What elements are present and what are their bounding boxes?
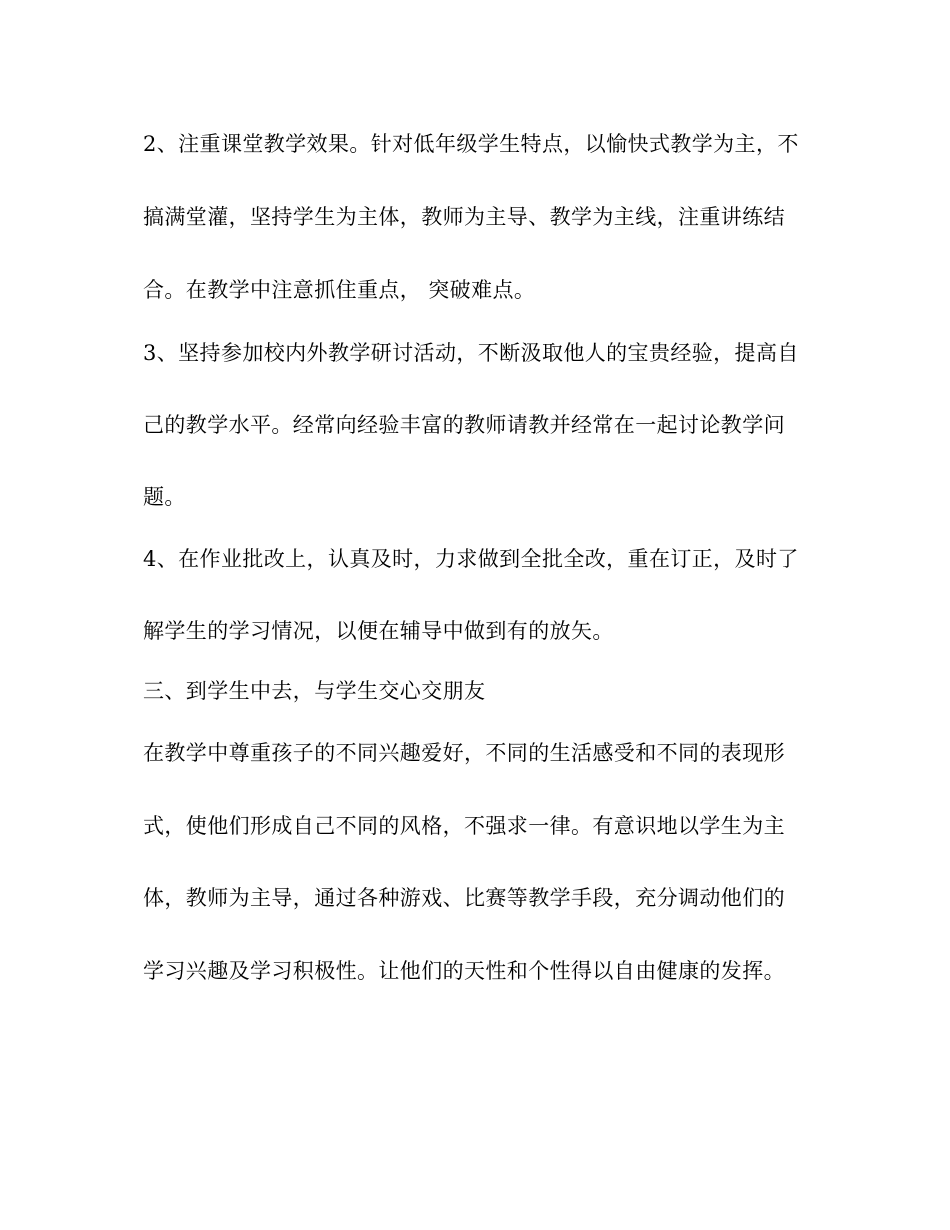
text-line: 己的教学水平。经常向经验丰富的教师请教并经常在一起讨论教学问 (143, 413, 785, 437)
text-line: 2、注重课堂教学效果。针对低年级学生特点，以愉快式教学为主，不 (143, 132, 799, 156)
text-line: 合。在教学中注意抓住重点， 突破难点。 (143, 278, 536, 302)
text-line: 搞满堂灌，坚持学生为主体，教师为主导、教学为主线，注重讲练结 (143, 205, 785, 229)
text-line: 式，使他们形成自己不同的风格，不强求一律。有意识地以学生为主 (143, 814, 785, 838)
text-line: 学习兴趣及学习积极性。让他们的天性和个性得以自由健康的发挥。 (143, 959, 785, 983)
text-line: 体，教师为主导，通过各种游戏、比赛等教学手段，充分调动他们的 (143, 886, 785, 910)
text-line: 3、坚持参加校内外教学研讨活动，不断汲取他人的宝贵经验，提高自 (143, 341, 799, 365)
text-line: 4、在作业批改上，认真及时，力求做到全批全改，重在订正，及时了 (143, 547, 799, 571)
section-heading: 三、到学生中去，与学生交心交朋友 (143, 679, 486, 703)
text-line: 题。 (143, 485, 186, 509)
text-line: 在教学中尊重孩子的不同兴趣爱好，不同的生活感受和不同的表现形 (143, 741, 785, 765)
text-line: 解学生的学习情况，以便在辅导中做到有的放矢。 (143, 619, 614, 643)
